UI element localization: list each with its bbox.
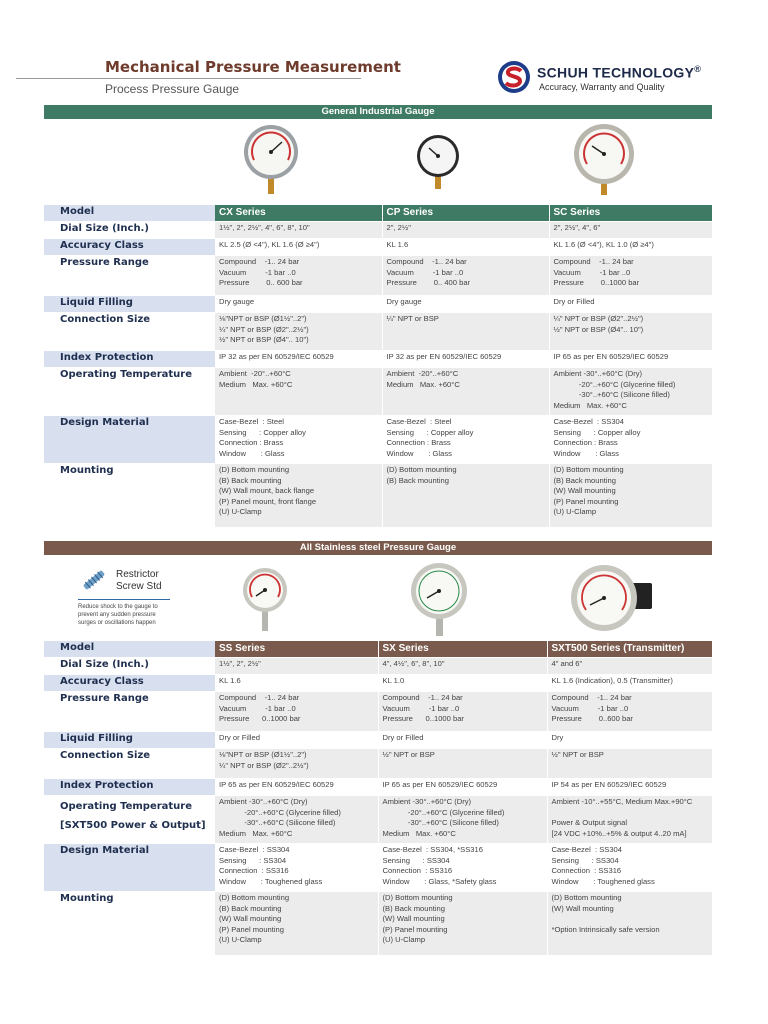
table-cell: Ambient -10°..+55°C, Medium Max.+90°C Power & Output signal [24 VDC +10%..+5% & output 4..20 mA] <box>547 796 712 844</box>
table-cell: 4", 4½", 6", 8", 10" <box>378 658 547 675</box>
page-title: Mechanical Pressure Measurement <box>105 58 401 76</box>
row-label: Accuracy Class <box>44 675 215 692</box>
table-cell: IP 54 as per EN 60529/IEC 60529 <box>547 779 712 796</box>
table-cell: IP 32 as per EN 60529/IEC 60529 <box>215 351 382 368</box>
table-cell: Case-Bezel : SS304 Sensing : SS304 Connection : SS316 Window : Toughened glass <box>547 844 712 892</box>
row-label: Connection Size <box>44 313 215 351</box>
model-ss: SS Series <box>215 641 378 658</box>
brand-name: SCHUH TECHNOLOGY® <box>537 64 702 81</box>
table-cell: (D) Bottom mounting (B) Back mounting (W) Wall mount, back flange (P) Panel mount, front flange (U) U-Clamp <box>215 464 382 528</box>
table-cell: IP 65 as per EN 60529/IEC 60529 <box>215 779 378 796</box>
brand-tagline: Accuracy, Warranty and Quality <box>539 82 665 92</box>
table-cell: KL 2.5 (Ø <4"), KL 1.6 (Ø ≥4") <box>215 239 382 256</box>
table-cell: Dry gauge <box>215 296 382 313</box>
table-cell: 1½", 2", 2½", 4", 6", 8", 10" <box>215 222 382 239</box>
table-cell: ⅛"NPT or BSP (Ø1½"..2") ¼" NPT or BSP (Ø2"..2½") ½" NPT or BSP (Ø4".. 10") <box>215 313 382 351</box>
table-cell: (D) Bottom mounting (B) Back mounting <box>382 464 549 528</box>
table-row <box>44 351 712 368</box>
table-cell: Compound -1.. 24 bar Vacuum -1 bar ..0 Pressure 0..1000 bar <box>378 692 547 732</box>
brand-logo-icon <box>497 60 531 94</box>
model-sc: SC Series <box>549 205 712 222</box>
row-label: Liquid Filling <box>44 296 215 313</box>
table-cell: Compound -1.. 24 bar Vacuum -1 bar ..0 Pressure 0..1000 bar <box>549 256 712 296</box>
table-row <box>44 675 712 692</box>
title-divider <box>16 78 361 79</box>
model-sxt500: SXT500 Series (Transmitter) <box>547 641 712 658</box>
restrictor-note: Reduce shock to the gauge to prevent any sudden pressure surges or oscillations happen <box>78 604 158 626</box>
row-label: Operating Temperature <box>44 368 215 416</box>
table-row <box>44 313 712 351</box>
sxt500-gauge-icon <box>570 565 660 633</box>
page-subtitle: Process Pressure Gauge <box>105 82 240 96</box>
table-row <box>44 892 712 956</box>
model-label: Model <box>44 205 215 222</box>
table-row <box>44 844 712 892</box>
restrictor-divider <box>78 599 170 600</box>
table-row <box>44 296 712 313</box>
row-label: Design Material <box>44 416 215 464</box>
table-cell: ½" NPT or BSP <box>547 749 712 779</box>
table-cell: Ambient -30°..+60°C (Dry) -20°..+60°C (Glycerine filled) -30°..+60°C (Silicone filled) Medium Max. +60°C <box>378 796 547 844</box>
row-label: Connection Size <box>44 749 215 779</box>
table-row <box>44 464 712 528</box>
table-cell: (D) Bottom mounting (B) Back mounting (W) Wall mounting (P) Panel mounting (U) U-Clamp <box>215 892 378 956</box>
table-cell: Case-Bezel : SS304 Sensing : Copper alloy Connection : Brass Window : Glass <box>549 416 712 464</box>
model-cx: CX Series <box>215 205 382 222</box>
table-cell: ½" NPT or BSP <box>378 749 547 779</box>
table-cell: ¼" NPT or BSP (Ø2"..2½") ½" NPT or BSP (Ø4".. 10") <box>549 313 712 351</box>
table-cell: KL 1.6 (Indication), 0.5 (Transmitter) <box>547 675 712 692</box>
restrictor-screw-icon <box>78 564 110 596</box>
section-banner-stainless: All Stainless steel Pressure Gauge <box>44 541 712 555</box>
sc-gauge-icon <box>572 124 636 196</box>
cp-gauge-icon <box>413 134 463 190</box>
sx-gauge-icon <box>409 562 469 638</box>
table-row <box>44 779 712 796</box>
table-cell: Compound -1.. 24 bar Vacuum -1 bar ..0 Pressure 0.. 400 bar <box>382 256 549 296</box>
table-cell: KL 1.6 <box>215 675 378 692</box>
table-cell: IP 65 as per EN 60529/IEC 60529 <box>549 351 712 368</box>
table-cell: KL 1.6 (Ø <4"), KL 1.0 (Ø ≥4") <box>549 239 712 256</box>
row-label: Operating Temperature [SXT500 Power & Output] <box>44 796 215 844</box>
stainless-gauge-spec-table <box>44 641 713 956</box>
table-header-row <box>44 205 712 222</box>
table-header-row <box>44 641 712 658</box>
cx-gauge-icon <box>242 124 300 196</box>
table-cell: 2", 2½", 4", 6" <box>549 222 712 239</box>
table-cell: Case-Bezel : Steel Sensing : Copper alloy Connection : Brass Window : Glass <box>382 416 549 464</box>
model-sx: SX Series <box>378 641 547 658</box>
table-row <box>44 222 712 239</box>
table-row <box>44 239 712 256</box>
row-label: Pressure Range <box>44 256 215 296</box>
table-cell: Case-Bezel : Steel Sensing : Copper alloy Connection : Brass Window : Glass <box>215 416 382 464</box>
table-cell: KL 1.6 <box>382 239 549 256</box>
row-label: Index Protection <box>44 351 215 368</box>
row-label: Liquid Filling <box>44 732 215 749</box>
general-gauge-spec-table <box>44 205 713 528</box>
table-cell: Case-Bezel : SS304, *SS316 Sensing : SS304 Connection : SS316 Window : Glass, *Safety glass <box>378 844 547 892</box>
table-cell: IP 32 as per EN 60529/IEC 60529 <box>382 351 549 368</box>
row-label: Accuracy Class <box>44 239 215 256</box>
table-cell: 4" and 6" <box>547 658 712 675</box>
table-cell: Ambient -30°..+60°C (Dry) -20°..+60°C (Glycerine filled) -30°..+60°C (Silicone filled) Medium Max. +60°C <box>215 796 378 844</box>
table-row <box>44 796 712 844</box>
table-cell: IP 65 as per EN 60529/IEC 60529 <box>378 779 547 796</box>
table-cell: KL 1.0 <box>378 675 547 692</box>
section-banner-general: General Industrial Gauge <box>44 105 712 119</box>
table-cell: Dry gauge <box>382 296 549 313</box>
table-row <box>44 256 712 296</box>
row-label: Dial Size (Inch.) <box>44 222 215 239</box>
table-cell: Case-Bezel : SS304 Sensing : SS304 Connection : SS316 Window : Toughened glass <box>215 844 378 892</box>
table-cell: 2", 2½" <box>382 222 549 239</box>
table-cell: Dry or Filled <box>549 296 712 313</box>
table-row <box>44 368 712 416</box>
table-cell: (D) Bottom mounting (W) Wall mounting *Option Intrinsically safe version <box>547 892 712 956</box>
table-row <box>44 732 712 749</box>
table-cell: (D) Bottom mounting (B) Back mounting (W) Wall mounting (P) Panel mounting (U) U-Clamp <box>549 464 712 528</box>
table-cell: Ambient -30°..+60°C (Dry) -20°..+60°C (Glycerine filled) -30°..+60°C (Silicone filled) Medium Max. +60°C <box>549 368 712 416</box>
table-cell: Dry <box>547 732 712 749</box>
table-cell: Ambient -20°..+60°C Medium Max. +60°C <box>215 368 382 416</box>
row-label: Mounting <box>44 892 215 956</box>
table-cell: Compound -1.. 24 bar Vacuum -1 bar ..0 Pressure 0.. 600 bar <box>215 256 382 296</box>
table-cell: Ambient -20°..+60°C Medium Max. +60°C <box>382 368 549 416</box>
row-label: Design Material <box>44 844 215 892</box>
table-cell: Dry or Filled <box>378 732 547 749</box>
table-row <box>44 749 712 779</box>
table-cell: ¼" NPT or BSP <box>382 313 549 351</box>
table-cell: Compound -1.. 24 bar Vacuum -1 bar ..0 Pressure 0..600 bar <box>547 692 712 732</box>
restrictor-title: Restrictor Screw Std <box>116 569 162 592</box>
row-label: Mounting <box>44 464 215 528</box>
table-cell: (D) Bottom mounting (B) Back mounting (W) Wall mounting (P) Panel mounting (U) U-Clamp <box>378 892 547 956</box>
ss-gauge-icon <box>242 567 288 633</box>
table-cell: Dry or Filled <box>215 732 378 749</box>
row-label: Dial Size (Inch.) <box>44 658 215 675</box>
table-row <box>44 416 712 464</box>
table-cell: 1½", 2", 2½" <box>215 658 378 675</box>
row-label: Pressure Range <box>44 692 215 732</box>
table-cell: Compound -1.. 24 bar Vacuum -1 bar ..0 Pressure 0..1000 bar <box>215 692 378 732</box>
table-row <box>44 692 712 732</box>
table-row <box>44 658 712 675</box>
table-cell: ⅛"NPT or BSP (Ø1½"..2") ¼" NPT or BSP (Ø2"..2½") <box>215 749 378 779</box>
model-label: Model <box>44 641 215 658</box>
row-label: Index Protection <box>44 779 215 796</box>
model-cp: CP Series <box>382 205 549 222</box>
